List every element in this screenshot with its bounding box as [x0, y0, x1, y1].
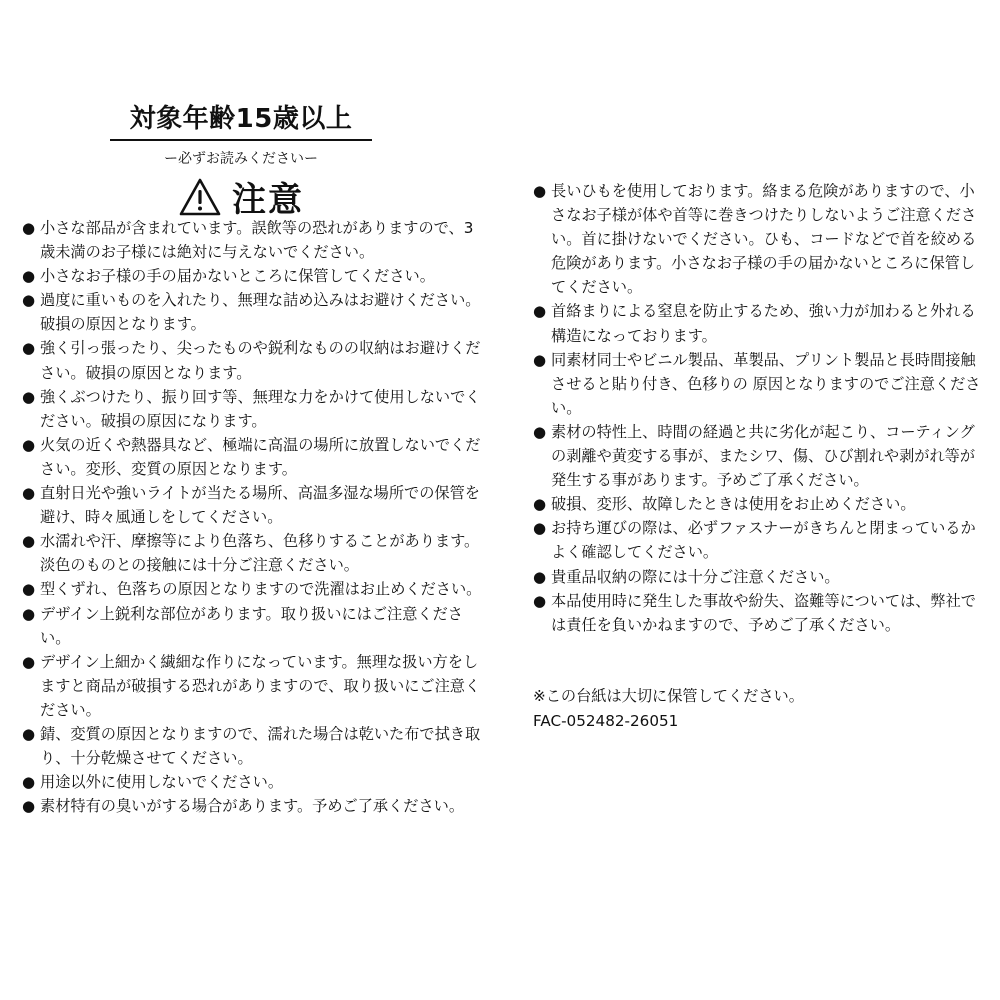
caution-item-text: 用途以外に使用しないでください。 [40, 773, 283, 792]
caution-item-text: お持ち運びの際は、必ずファスナーがきちんと閉まっているかよく確認してください。 [551, 519, 976, 562]
bullet-icon: ● [22, 797, 36, 816]
caution-item [22, 385, 482, 433]
caution-item [22, 433, 482, 481]
bullet-icon: ● [22, 724, 36, 743]
caution-item [22, 264, 482, 288]
caution-list-left [22, 216, 482, 818]
caution-item-text: 強くぶつけたり、振り回す等、無理な力をかけて使用しないでください。破損の原因になります。 [40, 387, 481, 430]
caution-heading [110, 172, 372, 221]
caution-item-text: 同素材同士やビニル製品、革製品、プリント製品と長時間接触させると貼り付き、色移りの 原因となりますのでご注意ください。 [551, 350, 981, 417]
bullet-icon: ● [533, 422, 547, 441]
caution-item-text: 強く引っ張ったり、尖ったものや鋭利なものの収納はお避けください。破損の原因となります。 [40, 339, 481, 382]
bullet-icon: ● [22, 484, 36, 503]
caution-header [110, 98, 372, 221]
caution-list-right [533, 179, 983, 637]
warning-triangle-icon [178, 177, 222, 217]
bullet-icon: ● [22, 652, 36, 671]
caution-item [533, 565, 983, 589]
caution-item [22, 288, 482, 336]
caution-item [22, 602, 482, 650]
caution-item-text: 過度に重いものを入れたり、無理な詰め込みはお避けください。破損の原因となります。 [40, 291, 481, 334]
bullet-icon: ● [533, 182, 547, 200]
caution-item [22, 336, 482, 384]
caution-item-text: 首絡まりによる窒息を防止するため、強い力が加わると外れる構造になっております。 [551, 302, 976, 345]
caution-item [22, 216, 482, 264]
storage-note: ※この台紙は大切に保管してください。 [533, 687, 804, 705]
caution-item-text: デザイン上細かく繊細な作りになっています。無理な扱い方をしますと商品が破損する恐れがありますので、取り扱いにご注意ください。 [40, 652, 481, 719]
caution-item-text: 錆、変質の原因となりますので、濡れた場合は乾いた布で拭き取り、十分乾燥させてください。 [40, 724, 481, 768]
caution-item-text: 本品使用時に発生した事故や紛失、盗難等については、弊社では責任を負いかねますので、予めご了承ください。 [551, 591, 976, 634]
footer-note [533, 684, 983, 734]
caution-label: 注意 [232, 180, 304, 220]
bullet-icon: ● [22, 267, 36, 286]
caution-item [22, 481, 482, 529]
bullet-icon: ● [533, 519, 547, 538]
bullet-icon: ● [22, 532, 36, 551]
bullet-icon: ● [22, 291, 36, 310]
caution-item [533, 420, 983, 492]
must-read-subtitle: ー必ずお読みくださいー [164, 151, 318, 167]
caution-item-text: 素材特有の臭いがする場合があります。予めご了承ください。 [40, 797, 465, 816]
caution-item [533, 179, 983, 299]
caution-item [22, 770, 482, 794]
bullet-icon: ● [533, 567, 547, 586]
caution-item-text: 直射日光や強いライトが当たる場所、高温多湿な場所での保管を避け、時々風通しをしてください。 [40, 484, 480, 527]
caution-item-text: 小さなお子様の手の届かないところに保管してください。 [40, 267, 435, 286]
caution-item [22, 794, 482, 818]
caution-item [22, 577, 482, 601]
bullet-icon: ● [22, 219, 36, 237]
caution-item [22, 529, 482, 577]
bullet-icon: ● [22, 580, 36, 599]
caution-item [533, 516, 983, 564]
bullet-icon: ● [22, 339, 36, 358]
caution-item-text: 破損、変形、故障したときは使用をお止めください。 [551, 495, 916, 514]
bullet-icon: ● [22, 604, 36, 623]
product-code: FAC-052482-26051 [533, 712, 679, 730]
caution-item-text: 小さな部品が含まれています。誤飲等の恐れがありますので、3歳未満のお子様には絶対に与えないでください。 [40, 219, 474, 262]
caution-item-text: デザイン上鋭利な部位があります。取り扱いにはご注意ください。 [40, 604, 463, 647]
caution-item [533, 492, 983, 516]
bullet-icon: ● [533, 591, 547, 610]
bullet-icon: ● [533, 350, 547, 369]
bullet-icon: ● [533, 495, 547, 514]
caution-item [533, 589, 983, 637]
caution-item [22, 722, 482, 770]
caution-item-text: 長いひもを使用しております。絡まる危険がありますので、小さなお子様が体や首等に巻きつけたりしないようご注意ください。首に掛けないでください。ひも、コードなどで首を絞める危険があります。小さなお子様の手の届かないところに保管してください。 [551, 182, 977, 297]
caution-item-text: 貴重品収納の際には十分ご注意ください。 [551, 567, 840, 586]
age-rating-title: 対象年齢15歳以上 [110, 98, 372, 141]
bullet-icon: ● [22, 387, 36, 406]
caution-item-text: 型くずれ、色落ちの原因となりますので洗濯はお止めください。 [40, 580, 482, 599]
bullet-icon: ● [22, 435, 36, 454]
bullet-icon: ● [22, 773, 36, 792]
caution-item [533, 348, 983, 420]
bullet-icon: ● [533, 302, 547, 321]
caution-item-text: 火気の近くや熱器具など、極端に高温の場所に放置しないでください。変形、変質の原因となります。 [40, 435, 481, 478]
caution-item-text: 水濡れや汗、摩擦等により色落ち、色移りすることがあります。淡色のものとの接触には十分ご注意ください。 [40, 532, 480, 575]
caution-item [22, 650, 482, 722]
caution-item-text: 素材の特性上、時間の経過と共に劣化が起こり、コーティングの剥離や黄変する事が、またシワ、傷、ひび割れや剥がれ等が発生する事があります。予めご了承ください。 [551, 422, 976, 490]
caution-item [533, 299, 983, 347]
